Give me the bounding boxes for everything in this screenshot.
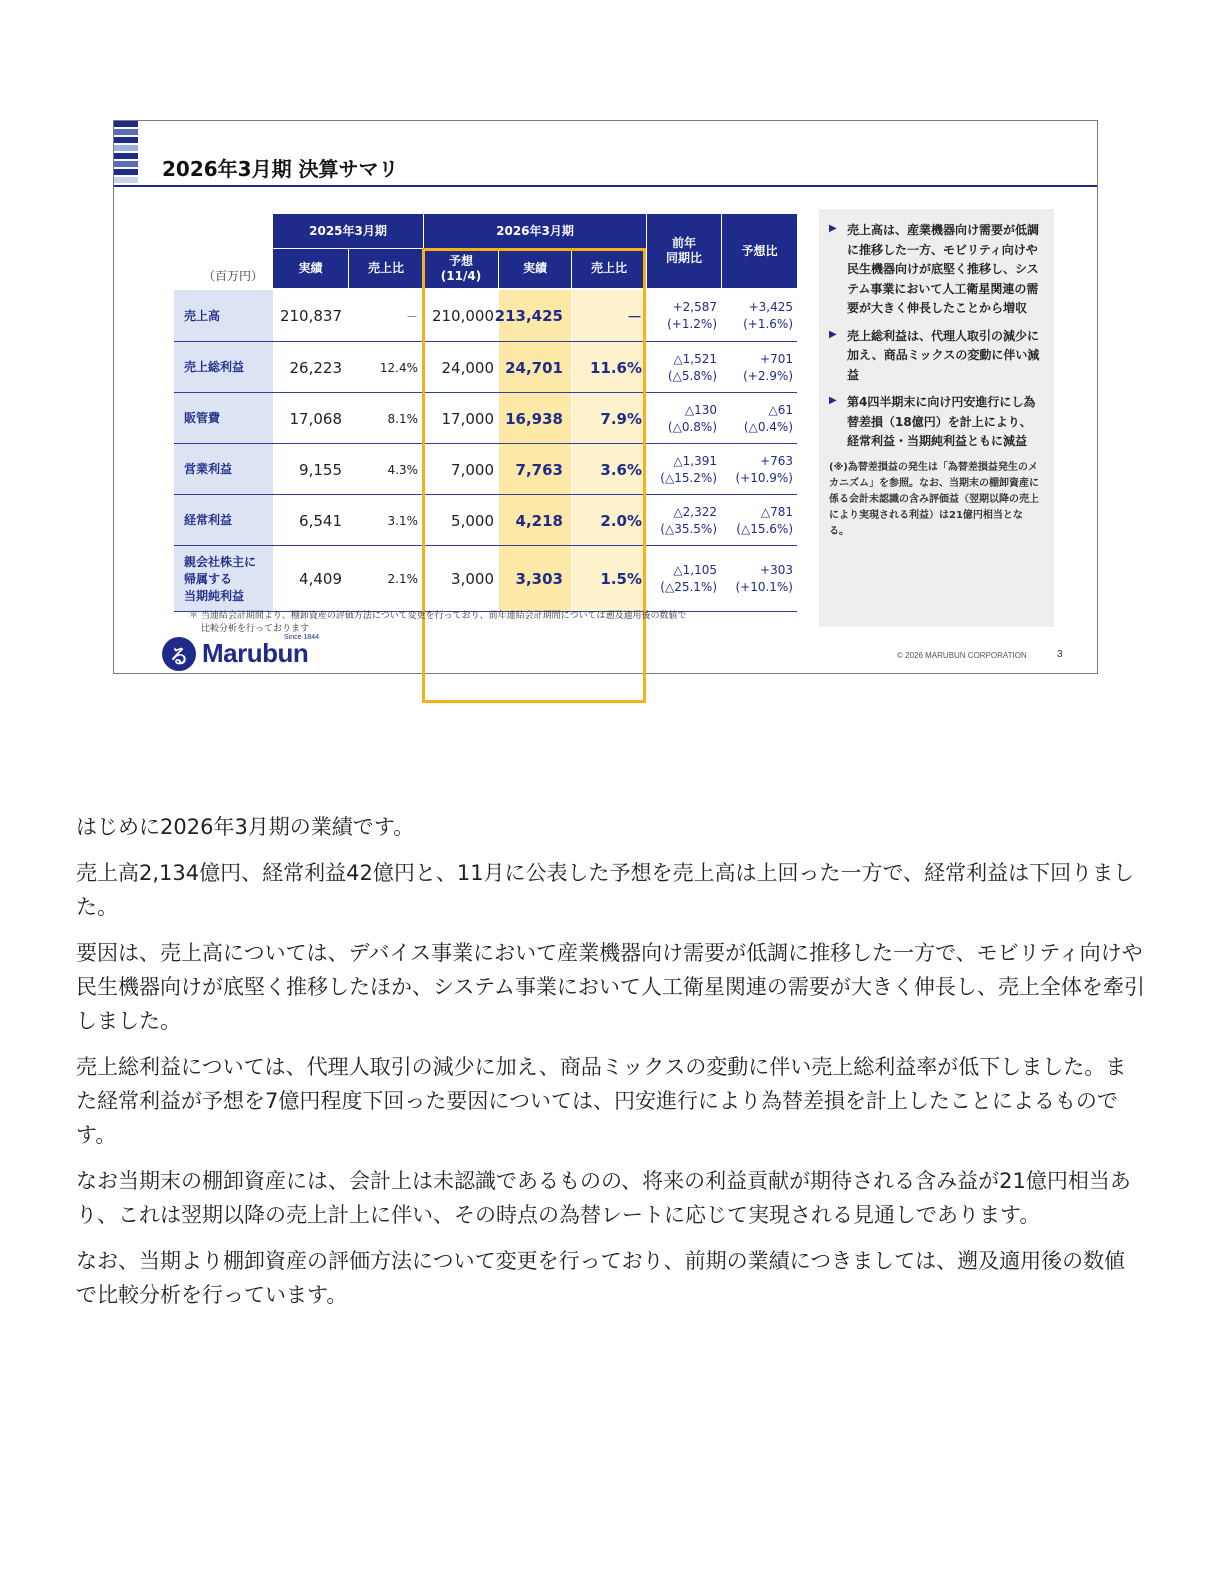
row-label: 販管費 <box>174 393 273 444</box>
stripe <box>114 153 138 159</box>
cell-a26: 4,218 <box>499 495 571 546</box>
cell-a26: 3,303 <box>499 546 571 612</box>
stripe <box>114 169 138 175</box>
cell-fc: 210,000 <box>431 307 494 325</box>
cell-a25: 17,068 <box>289 409 342 428</box>
cell-r26: 1.5% <box>572 546 646 612</box>
row-label: 売上総利益 <box>174 342 273 393</box>
triangle-bullet-icon: ▶ <box>829 223 837 234</box>
cell-vf-line1: △61 <box>768 402 793 417</box>
commentary-text <box>76 810 1146 1324</box>
copyright: © 2026 MARUBUN CORPORATION <box>897 651 1027 660</box>
cell-r26: － <box>572 290 646 342</box>
cell-yoy-line2: (△15.2%) <box>660 470 717 485</box>
side-bullet-text: 売上高は、産業機器向け需要が低調に推移した一方、モビリティ向けや民生機器向けが底堅く推移し、システム事業において人工衛星関連の需要が大きく伸長したことから増収 <box>847 223 1040 315</box>
cell-vf <box>722 546 797 612</box>
cell-yoy <box>647 393 721 444</box>
paragraph: はじめに2026年3月期の業績です。 <box>76 815 415 839</box>
triangle-bullet-icon: ▶ <box>829 328 837 340</box>
cell-fc: 3,000 <box>451 570 494 588</box>
slide-title: 2026年3月期 決算サマリ <box>162 157 399 181</box>
cell-r25: － <box>405 309 418 324</box>
cell-vf <box>722 393 797 444</box>
header-2025-actual: 実績 <box>273 249 348 288</box>
cell-fc: 24,000 <box>441 358 494 377</box>
marubun-logo <box>162 631 352 671</box>
cell-vf-line2: (△15.6%) <box>736 521 793 536</box>
header-yoy-line1: 前年 <box>671 236 696 250</box>
cell-yoy-line1: △2,322 <box>673 504 717 519</box>
row-label: 営業利益 <box>174 444 273 495</box>
side-bullet-text: 売上総利益は、代理人取引の減少に加え、商品ミックスの変動に伴い減益 <box>847 328 1040 382</box>
cell-vf-line1: +763 <box>760 453 793 468</box>
header-2025-ratio: 売上比 <box>349 249 423 288</box>
cell-vf <box>722 444 797 495</box>
footnote-line2: 比較分析を行っております <box>201 624 310 634</box>
cell-yoy-line1: △1,521 <box>673 351 717 366</box>
header-forecast-line2: (11/4) <box>440 268 482 283</box>
cell-a26: 24,701 <box>499 342 571 393</box>
cell-r25: 3.1% <box>387 513 418 528</box>
cell-yoy-line2: (+1.2%) <box>667 317 717 331</box>
cell-a25: 6,541 <box>299 511 342 530</box>
side-note: (※)為替差損益の発生は「為替差損益発生のメカニズム」を参照。なお、当期末の棚卸資産に係る会計未認識の含み評価益（翌期以降の売上により実現される利益）は21億円相当となる。 <box>829 461 1039 537</box>
row-label-line: 当期純利益 <box>184 588 245 603</box>
cell-a26: 213,425 <box>499 290 571 342</box>
cell-r26: 2.0% <box>572 495 646 546</box>
stripe <box>114 137 138 143</box>
cell-yoy-line1: △130 <box>684 402 717 417</box>
cell-yoy-line2: (△0.8%) <box>667 419 717 434</box>
cell-vf-line1: +3,425 <box>748 300 793 314</box>
triangle-bullet-icon: ▶ <box>829 395 837 406</box>
cell-vf <box>722 290 797 342</box>
cell-r25: 12.4% <box>379 360 418 375</box>
cell-yoy <box>647 546 721 612</box>
cell-yoy <box>647 290 721 342</box>
cell-yoy <box>647 495 721 546</box>
cell-r26: 7.9% <box>572 393 646 444</box>
header-yoy <box>647 214 721 288</box>
paragraph: 売上総利益については、代理人取引の減少に加え、商品ミックスの変動に伴い売上総利益率が低下しました。また経常利益が予想を7億円程度下回った要因については、円安進行により為替差損を計上したことによるものです。 <box>76 1055 1127 1147</box>
cell-vf-line2: (+10.1%) <box>735 580 793 594</box>
logo-mark-icon: る <box>162 637 196 671</box>
title-stripes-decoration <box>114 121 138 185</box>
cell-r25: 8.1% <box>387 411 418 426</box>
stripe <box>114 161 138 167</box>
cell-yoy-line2: (△5.8%) <box>667 368 717 383</box>
stripe <box>114 129 138 135</box>
cell-fc: 5,000 <box>451 511 494 530</box>
row-label: 経常利益 <box>174 495 273 546</box>
slide <box>113 120 1098 674</box>
cell-vf <box>722 342 797 393</box>
cell-vf-line1: +701 <box>760 351 793 366</box>
stripe <box>114 145 138 151</box>
cell-vf-line2: (△0.4%) <box>743 419 793 434</box>
cell-vf-line2: (+10.9%) <box>735 470 793 485</box>
title-rule <box>114 185 1097 187</box>
cell-vf <box>722 495 797 546</box>
row-label <box>174 546 273 612</box>
stripe <box>114 121 138 127</box>
paragraph: なお当期末の棚卸資産には、会計上は未認識であるものの、将来の利益貢献が期待される含み益が21億円相当あり、これは翌期以降の売上計上に伴い、その時点の為替レートに応じて実現される見通しであります。 <box>76 1169 1131 1227</box>
row-label: 売上高 <box>174 290 273 342</box>
header-vs-forecast: 予想比 <box>722 214 797 288</box>
cell-yoy-line1: +2,587 <box>672 300 717 314</box>
header-forecast-line1: 予想 <box>448 253 473 268</box>
paragraph: 要因は、売上高については、デバイス事業において産業機器向け需要が低調に推移した一方で、モビリティ向けや民生機器向けが底堅く推移したほか、システム事業において人工衛星関連の需要が大きく伸長し、売上全体を牽引しました。 <box>76 941 1145 1033</box>
cell-a26: 7,763 <box>499 444 571 495</box>
cell-yoy <box>647 342 721 393</box>
cell-a26: 16,938 <box>499 393 571 444</box>
row-label-line: 親会社株主に <box>184 554 257 569</box>
header-forecast <box>424 249 498 288</box>
logo-since: Since 1844 <box>284 634 320 641</box>
cell-a25: 210,837 <box>279 307 342 325</box>
cell-fc: 7,000 <box>451 460 494 479</box>
cell-a25: 26,223 <box>289 358 342 377</box>
cell-vf-line2: (+2.9%) <box>743 368 793 383</box>
stripe <box>114 177 138 183</box>
side-commentary <box>819 209 1054 627</box>
cell-vf-line1: △781 <box>760 504 793 519</box>
row-label-line: 帰属する <box>184 571 233 586</box>
side-bullet <box>829 393 1042 452</box>
footnote-line1: ＊ 当連結会計期間より、棚卸資産の評価方法について変更を行っており、前年連結会計期間については遡及適用後の数値で <box>189 611 687 621</box>
cell-r26: 11.6% <box>572 342 646 393</box>
cell-yoy-line1: △1,391 <box>673 453 717 468</box>
logo-wordmark: Marubun <box>202 638 309 668</box>
cell-a25: 4,409 <box>299 570 342 588</box>
paragraph: なお、当期より棚卸資産の評価方法について変更を行っており、前期の業績につきましては、遡及適用後の数値で比較分析を行っています。 <box>76 1249 1126 1307</box>
side-bullet <box>829 327 1042 386</box>
cell-r26: 3.6% <box>572 444 646 495</box>
cell-fc: 17,000 <box>441 409 494 428</box>
cell-yoy-line2: (△25.1%) <box>660 580 717 594</box>
side-bullet-text: 第4四半期末に向け円安進行にし為替差損（18億円）を計上により、経常利益・当期純利益ともに減益 <box>847 395 1036 448</box>
paragraph: 売上高2,134億円、経常利益42億円と、11月に公表した予想を売上高は上回った一方で、経常利益は下回りました。 <box>76 861 1135 919</box>
unit-label: （百万円） <box>202 268 263 283</box>
cell-a25: 9,155 <box>299 460 342 479</box>
cell-yoy-line2: (△35.5%) <box>660 521 717 536</box>
cell-r25: 2.1% <box>387 572 418 586</box>
header-group-2026: 2026年3月期 <box>424 214 646 248</box>
cell-vf-line1: +303 <box>760 563 793 577</box>
cell-vf-line2: (+1.6%) <box>743 317 793 331</box>
side-bullet <box>829 221 1042 319</box>
header-yoy-line2: 同期比 <box>665 251 702 265</box>
cell-yoy <box>647 444 721 495</box>
header-2026-ratio: 売上比 <box>572 249 646 288</box>
cell-yoy-line1: △1,105 <box>673 563 717 577</box>
page-number: 3 <box>1057 649 1063 660</box>
cell-r25: 4.3% <box>387 462 418 477</box>
header-group-2025: 2025年3月期 <box>273 214 423 248</box>
header-2026-actual: 実績 <box>499 249 571 288</box>
